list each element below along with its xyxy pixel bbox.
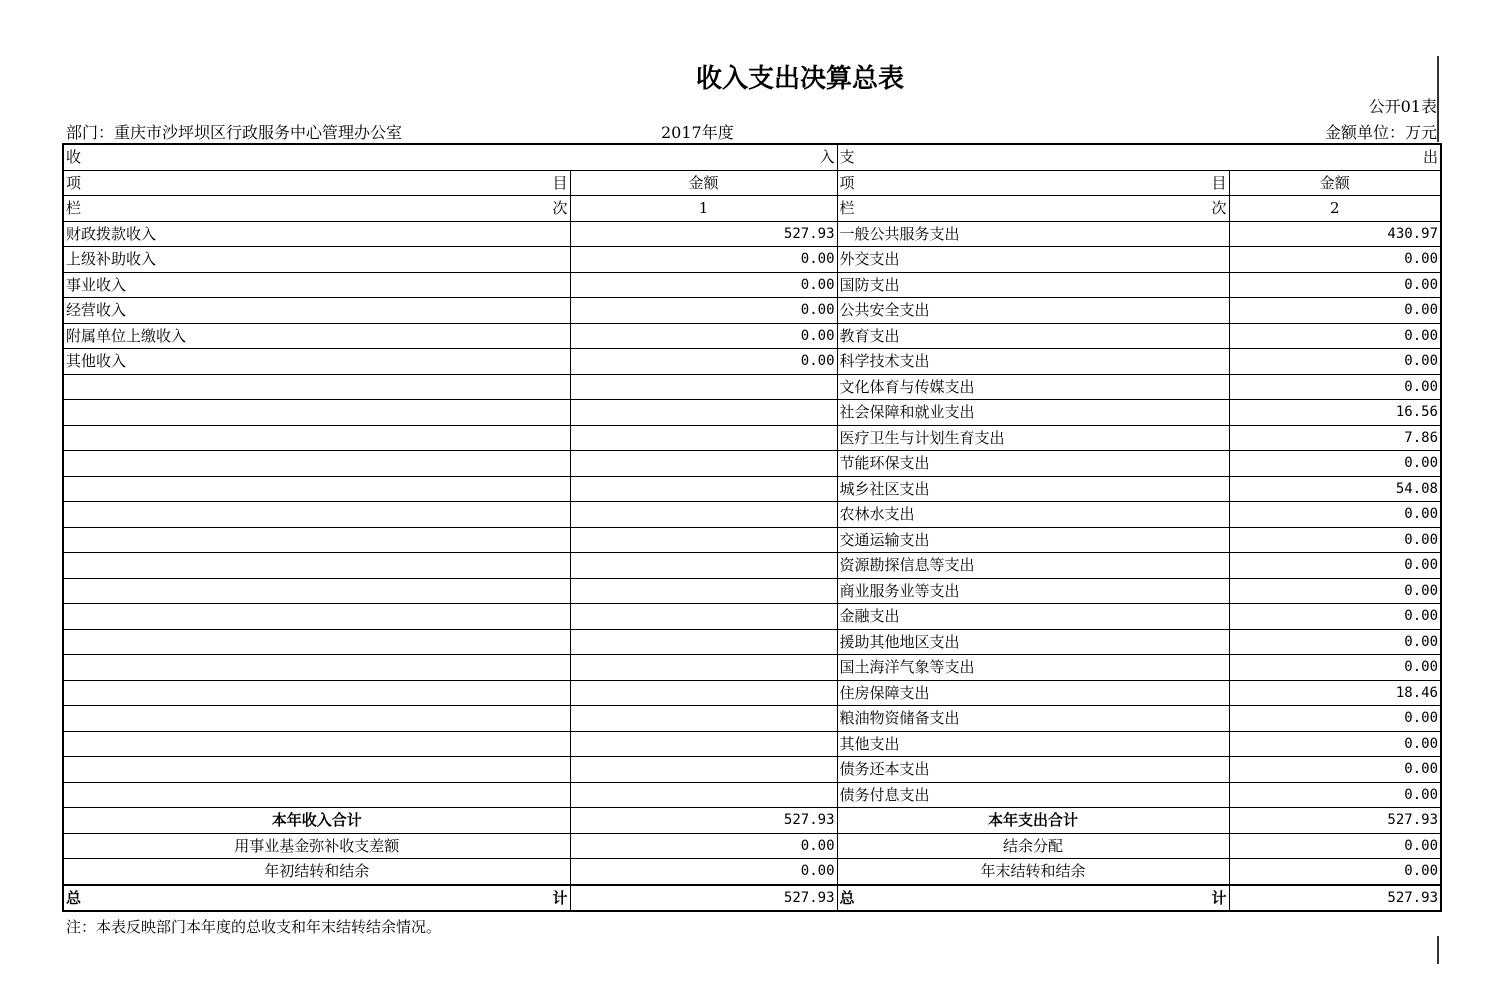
expense-item: 粮油物资储备支出 <box>837 706 1229 732</box>
expense-amount: 0.00 <box>1229 604 1441 630</box>
income-amount: 527.93 <box>570 221 837 247</box>
column-header-left: 栏 <box>839 199 855 218</box>
expense-item: 资源勘探信息等支出 <box>837 553 1229 579</box>
header-row-column <box>63 196 1441 222</box>
income-item: 事业收入 <box>63 272 570 298</box>
income-amount <box>570 757 837 783</box>
expense-amount: 0.00 <box>1229 578 1441 604</box>
table-row <box>63 425 1441 451</box>
expense-item: 外交支出 <box>837 247 1229 273</box>
income-amount: 0.00 <box>570 349 837 375</box>
income-item <box>63 680 570 706</box>
table-row <box>63 604 1441 630</box>
expense-amount: 0.00 <box>1229 655 1441 681</box>
income-amount: 0.00 <box>570 272 837 298</box>
item-header-right: 目 <box>1211 173 1227 192</box>
table-row <box>63 578 1441 604</box>
table-row <box>63 655 1441 681</box>
expense-amount: 0.00 <box>1229 527 1441 553</box>
expense-amount: 0.00 <box>1229 451 1441 477</box>
income-header-left: 收 <box>66 148 82 167</box>
income-total-amount: 527.93 <box>570 808 837 834</box>
income-item <box>63 604 570 630</box>
expense-amount: 430.97 <box>1229 221 1441 247</box>
table-row <box>63 680 1441 706</box>
begin-balance-amount: 0.00 <box>570 859 837 885</box>
income-amount <box>570 553 837 579</box>
income-item <box>63 527 570 553</box>
table-row <box>63 731 1441 757</box>
surplus-label: 结余分配 <box>837 833 1229 859</box>
expense-item: 公共安全支出 <box>837 298 1229 324</box>
income-amount: 0.00 <box>570 298 837 324</box>
fiscal-year: 2017年度 <box>661 123 734 142</box>
expense-item: 教育支出 <box>837 323 1229 349</box>
table-row <box>63 451 1441 477</box>
income-amount <box>570 527 837 553</box>
expense-amount: 18.46 <box>1229 680 1441 706</box>
grand-expense-amount: 527.93 <box>1229 885 1441 912</box>
income-item <box>63 374 570 400</box>
expense-amount: 0.00 <box>1229 757 1441 783</box>
item-header-right: 目 <box>552 173 568 192</box>
income-item <box>63 629 570 655</box>
grand-income-amount: 527.93 <box>570 885 837 912</box>
income-item: 附属单位上缴收入 <box>63 323 570 349</box>
expense-item: 科学技术支出 <box>837 349 1229 375</box>
amount-header: 金额 <box>1229 170 1441 196</box>
income-amount <box>570 502 837 528</box>
income-amount: 0.00 <box>570 323 837 349</box>
income-item <box>63 578 570 604</box>
expense-item: 文化体育与传媒支出 <box>837 374 1229 400</box>
income-amount <box>570 578 837 604</box>
income-item <box>63 706 570 732</box>
table-row <box>63 476 1441 502</box>
expense-item: 社会保障和就业支出 <box>837 400 1229 426</box>
expense-amount: 0.00 <box>1229 272 1441 298</box>
summary-row-fund <box>63 833 1441 859</box>
expense-item: 商业服务业等支出 <box>837 578 1229 604</box>
expense-amount: 0.00 <box>1229 502 1441 528</box>
table-row <box>63 629 1441 655</box>
expense-amount: 0.00 <box>1229 731 1441 757</box>
amount-unit: 金额单位：万元 <box>1324 123 1437 142</box>
expense-header-left: 支 <box>839 148 855 167</box>
income-amount <box>570 400 837 426</box>
column-header-left: 栏 <box>66 199 82 218</box>
page-title: 收入支出决算总表 <box>695 64 904 94</box>
expense-item: 其他支出 <box>837 731 1229 757</box>
table-row <box>63 221 1441 247</box>
income-item: 上级补助收入 <box>63 247 570 273</box>
expense-item: 农林水支出 <box>837 502 1229 528</box>
table-row <box>63 272 1441 298</box>
end-balance-label: 年末结转和结余 <box>837 859 1229 885</box>
surplus-amount: 0.00 <box>1229 833 1441 859</box>
expense-amount: 7.86 <box>1229 425 1441 451</box>
income-expense-table <box>62 143 1442 912</box>
income-amount <box>570 374 837 400</box>
expense-amount: 0.00 <box>1229 553 1441 579</box>
expense-item: 国土海洋气象等支出 <box>837 655 1229 681</box>
expense-item: 债务付息支出 <box>837 782 1229 808</box>
table-row <box>63 323 1441 349</box>
grand-total-label-right: 计 <box>552 888 568 907</box>
income-item: 经营收入 <box>63 298 570 324</box>
expense-amount: 0.00 <box>1229 782 1441 808</box>
expense-item: 医疗卫生与计划生育支出 <box>837 425 1229 451</box>
summary-row-total <box>63 808 1441 834</box>
department-label: 部门：重庆市沙坪坝区行政服务中心管理办公室 <box>66 123 403 142</box>
income-item <box>63 476 570 502</box>
summary-row-carryover <box>63 859 1441 885</box>
expense-item: 债务还本支出 <box>837 757 1229 783</box>
column-number-2: 2 <box>1229 196 1441 222</box>
fund-label: 用事业基金弥补收支差额 <box>63 833 570 859</box>
income-amount <box>570 731 837 757</box>
income-item <box>63 502 570 528</box>
expense-total-amount: 527.93 <box>1229 808 1441 834</box>
income-item <box>63 731 570 757</box>
expense-amount: 54.08 <box>1229 476 1441 502</box>
expense-item: 城乡社区支出 <box>837 476 1229 502</box>
expense-amount: 0.00 <box>1229 323 1441 349</box>
item-header-left: 项 <box>66 173 82 192</box>
table-row <box>63 527 1441 553</box>
income-item <box>63 451 570 477</box>
income-item <box>63 425 570 451</box>
fund-amount: 0.00 <box>570 833 837 859</box>
income-item: 财政拨款收入 <box>63 221 570 247</box>
income-header-right: 入 <box>819 148 835 167</box>
footnote: 注：本表反映部门本年度的总收支和年末结转结余情况。 <box>66 918 442 936</box>
page-edge-line <box>1437 936 1439 964</box>
grand-total-label-right: 计 <box>1211 888 1227 907</box>
income-amount <box>570 706 837 732</box>
table-row <box>63 298 1441 324</box>
header-row-item <box>63 170 1441 196</box>
column-number-1: 1 <box>570 196 837 222</box>
expense-item: 节能环保支出 <box>837 451 1229 477</box>
income-item <box>63 553 570 579</box>
expense-item: 交通运输支出 <box>837 527 1229 553</box>
expense-amount: 0.00 <box>1229 629 1441 655</box>
table-row <box>63 706 1441 732</box>
expense-header-right: 出 <box>1422 148 1438 167</box>
column-header-right: 次 <box>552 199 568 218</box>
grand-total-label-left: 总 <box>839 888 855 907</box>
grand-total-label-left: 总 <box>66 888 82 907</box>
income-item <box>63 782 570 808</box>
expense-amount: 0.00 <box>1229 247 1441 273</box>
table-row <box>63 400 1441 426</box>
begin-balance-label: 年初结转和结余 <box>63 859 570 885</box>
expense-amount: 0.00 <box>1229 349 1441 375</box>
table-row <box>63 782 1441 808</box>
expense-item: 援助其他地区支出 <box>837 629 1229 655</box>
income-amount <box>570 451 837 477</box>
expense-item: 国防支出 <box>837 272 1229 298</box>
income-amount <box>570 425 837 451</box>
expense-amount: 0.00 <box>1229 706 1441 732</box>
income-amount <box>570 604 837 630</box>
income-item: 其他收入 <box>63 349 570 375</box>
amount-header: 金额 <box>570 170 837 196</box>
expense-item: 金融支出 <box>837 604 1229 630</box>
page-edge-line <box>1437 56 1439 142</box>
expense-item: 住房保障支出 <box>837 680 1229 706</box>
income-amount <box>570 680 837 706</box>
grand-total-row <box>63 885 1441 912</box>
end-balance-amount: 0.00 <box>1229 859 1441 885</box>
income-amount <box>570 782 837 808</box>
header-row-category <box>63 144 1441 170</box>
expense-amount: 0.00 <box>1229 298 1441 324</box>
income-item <box>63 400 570 426</box>
expense-amount: 16.56 <box>1229 400 1441 426</box>
income-total-label: 本年收入合计 <box>63 808 570 834</box>
column-header-right: 次 <box>1211 199 1227 218</box>
form-code: 公开01表 <box>1368 97 1437 116</box>
expense-item: 一般公共服务支出 <box>837 221 1229 247</box>
table-row <box>63 247 1441 273</box>
income-amount <box>570 629 837 655</box>
table-row <box>63 374 1441 400</box>
income-amount <box>570 655 837 681</box>
table-row <box>63 349 1441 375</box>
table-row <box>63 757 1441 783</box>
income-amount: 0.00 <box>570 247 837 273</box>
item-header-left: 项 <box>839 173 855 192</box>
expense-amount: 0.00 <box>1229 374 1441 400</box>
expense-total-label: 本年支出合计 <box>837 808 1229 834</box>
income-item <box>63 757 570 783</box>
table-row <box>63 553 1441 579</box>
table-row <box>63 502 1441 528</box>
income-amount <box>570 476 837 502</box>
income-item <box>63 655 570 681</box>
